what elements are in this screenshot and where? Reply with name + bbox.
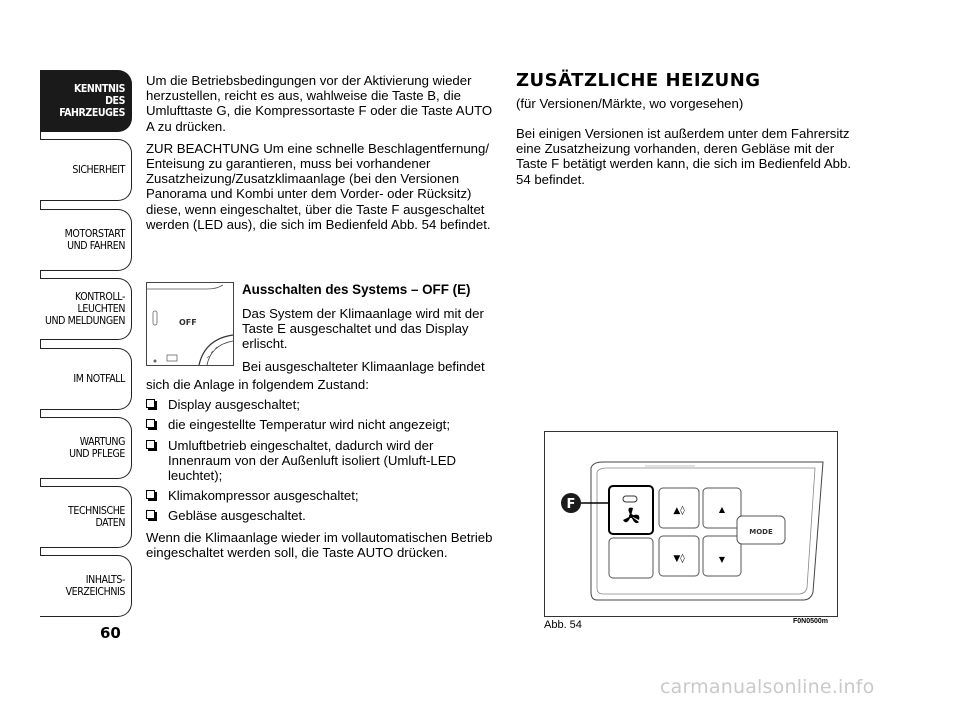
inset-off-label: OFF (179, 318, 197, 327)
tab-technische-daten[interactable]: TECHNISCHE DATEN (40, 486, 132, 548)
subheading-off: Ausschalten des Systems – OFF (E) (242, 282, 471, 297)
callout-f: F (566, 497, 576, 512)
checkbox-bullet-icon (146, 510, 155, 519)
left-column (146, 73, 496, 239)
tab-wartung[interactable]: WARTUNG UND PFLEGE (40, 417, 132, 479)
tab-kenntnis[interactable]: KENNTNIS DES FAHRZEUGES (40, 70, 132, 132)
checkbox-bullet-icon (146, 440, 155, 449)
paragraph-note: ZUR BEACHTUNG Um eine schnelle Beschlagentfernung/ Enteisung zu garantieren, muss bei vorhandener Zusatzheizung/Zusatzklimaanlage (bei den Versionen Panorama und Kombi unter dem Vorder- oder Rücksitz) diese, wenn eingeschaltet, über die Taste F ausgeschaltet werden (LED aus), die sich im Bedienfeld Abb. 54 befindet. (146, 140, 491, 232)
checkbox-bullet-icon (146, 419, 155, 428)
off-description (242, 306, 497, 374)
section-body: Bei einigen Versionen ist außerdem unter dem Fahrersitz eine Zusatzheizung vorhanden, deren Gebläse mit der Taste F betätigt werden kann, die sich im Bedienfeld Abb. 54 befindet. (516, 126, 852, 187)
paragraph-restore: Um die Betriebsbedingungen vor der Aktivierung wieder herzustellen, reicht es aus, wahlweise die Taste B, die Umlufttaste G, die Kompressortaste F oder die Taste AUTO A zu drücken. (146, 73, 493, 134)
watermark: carmanualsonline.info (660, 676, 875, 698)
checkbox-bullet-icon (146, 399, 155, 408)
list-item: Display ausgeschaltet; (146, 397, 498, 412)
section-title: ZUSÄTZLICHE HEIZUNG (516, 70, 761, 91)
svg-text:▼◊: ▼◊ (673, 554, 685, 564)
svg-text:▲◊: ▲◊ (673, 506, 685, 516)
tab-motorstart[interactable]: MOTORSTART UND FAHREN (40, 209, 132, 271)
section-subtitle: (für Versionen/Märkte, wo vorgesehen) (516, 96, 744, 111)
paragraph-auto: Wenn die Klimaanlage wieder im vollautomatischen Betrieb eingeschaltet werden soll, die Taste AUTO drücken. (146, 529, 493, 560)
page-number: 60 (100, 624, 121, 642)
mode-label: MODE (749, 528, 773, 536)
figure-code: F0N0500m (793, 618, 829, 625)
svg-text:▼: ▼ (718, 555, 726, 564)
list-item: Umluftbetrieb eingeschaltet, dadurch wird der Innenraum von der Außenluft isoliert (Umluft-LED leuchtet); (146, 438, 498, 484)
state-list-block (146, 377, 498, 565)
paragraph-state-start: Bei ausgeschalteter Klimaanlage befindet (242, 358, 485, 374)
tab-inhaltsverzeichnis[interactable]: INHALTS- VERZEICHNIS (40, 555, 132, 617)
off-button-illustration (146, 282, 234, 366)
tab-kontrollleuchten[interactable]: KONTROLL- LEUCHTEN UND MELDUNGEN (40, 278, 132, 340)
tab-im-notfall[interactable]: IM NOTFALL (40, 348, 132, 410)
figure-caption: Abb. 54 (544, 619, 582, 631)
list-item: Klimakompressor ausgeschaltet; (146, 488, 498, 503)
control-panel-figure (544, 431, 838, 617)
paragraph-off: Das System der Klimaanlage wird mit der Taste E ausgeschaltet und das Display erlischt. (242, 306, 484, 352)
paragraph-state-rest: sich die Anlage in folgendem Zustand: (146, 377, 369, 392)
tab-sicherheit[interactable]: SICHERHEIT (40, 139, 132, 201)
list-item: Gebläse ausgeschaltet. (146, 508, 498, 523)
list-item: die eingestellte Temperatur wird nicht angezeigt; (146, 417, 498, 432)
svg-text:▲: ▲ (718, 505, 726, 514)
checkbox-bullet-icon (146, 490, 155, 499)
